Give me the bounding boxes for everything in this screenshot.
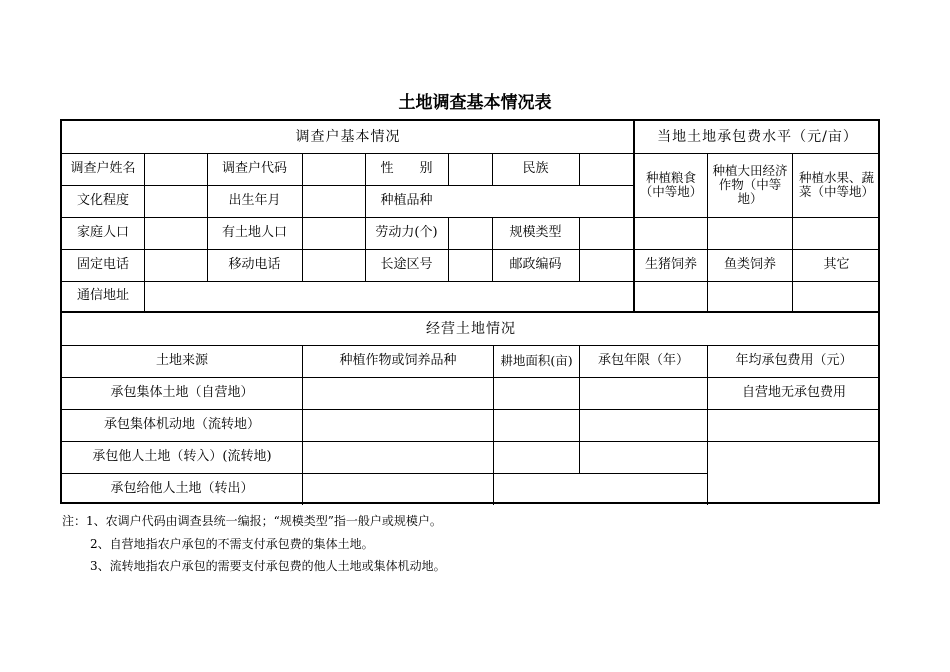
row-self-operated: 承包集体土地（自营地） [110,385,254,400]
fee-other-label: 其它 [823,257,850,272]
fee-fruit-veg-label: 种植水果、蔬菜（中等地） [798,170,874,199]
crop-variety-label: 种植品种 [380,193,433,208]
note-3: 3、流转地指农户承包的需要支付承包费的他人土地或集体机动地。 [90,559,446,573]
family-pop-label: 家庭人口 [76,225,129,240]
land-pop-label: 有土地人口 [221,225,287,240]
labor-label: 劳动力(个) [375,225,438,240]
area-code-label: 长途区号 [380,257,433,272]
page-title: 土地调查基本情况表 [398,93,552,113]
row-collective-mobile: 承包集体机动地（流转地） [103,417,260,432]
basic-info-header: 调查户基本情况 [295,129,401,145]
col-area: 耕地面积(亩) [500,353,573,368]
fee-field-crops-label: 种植大田经济作物（中等地） [712,163,788,206]
col-term: 承包年限（年） [597,353,689,368]
scale-type-label: 规模类型 [509,225,562,240]
gender-label: 性 别 [380,161,433,176]
note-1: 注：1、农调户代码由调查县统一编报；“规模类型”指一般户或规模户。 [62,514,442,528]
fee-level-header: 当地土地承包费水平（元/亩） [657,129,858,145]
col-land-source: 土地来源 [155,353,208,368]
self-operated-note: 自营地无承包费用 [741,385,846,400]
survey-table [60,119,880,504]
phone-label: 固定电话 [76,257,129,272]
code-label: 调查户代码 [221,161,287,176]
address-label: 通信地址 [76,288,129,303]
ethnicity-label: 民族 [522,161,549,176]
note-2: 2、自营地指农户承包的不需支付承包费的集体土地。 [90,537,374,551]
name-label: 调查户姓名 [70,161,136,176]
education-label: 文化程度 [76,193,129,208]
land-operation-header: 经营土地情况 [426,321,516,337]
fee-fish-label: 鱼类饲养 [723,257,776,272]
col-fee: 年均承包费用（元） [735,353,853,368]
fee-pig-label: 生猪饲养 [644,257,697,272]
row-transfer-in: 承包他人土地（转入）(流转地) [92,449,272,464]
fee-grain-label: 种植粮食（中等地） [639,170,703,199]
mobile-label: 移动电话 [228,257,281,272]
birth-label: 出生年月 [228,193,281,208]
col-crop: 种植作物或饲养品种 [339,353,457,368]
postcode-label: 邮政编码 [509,257,562,272]
row-transfer-out: 承包给他人土地（转出） [110,480,254,496]
